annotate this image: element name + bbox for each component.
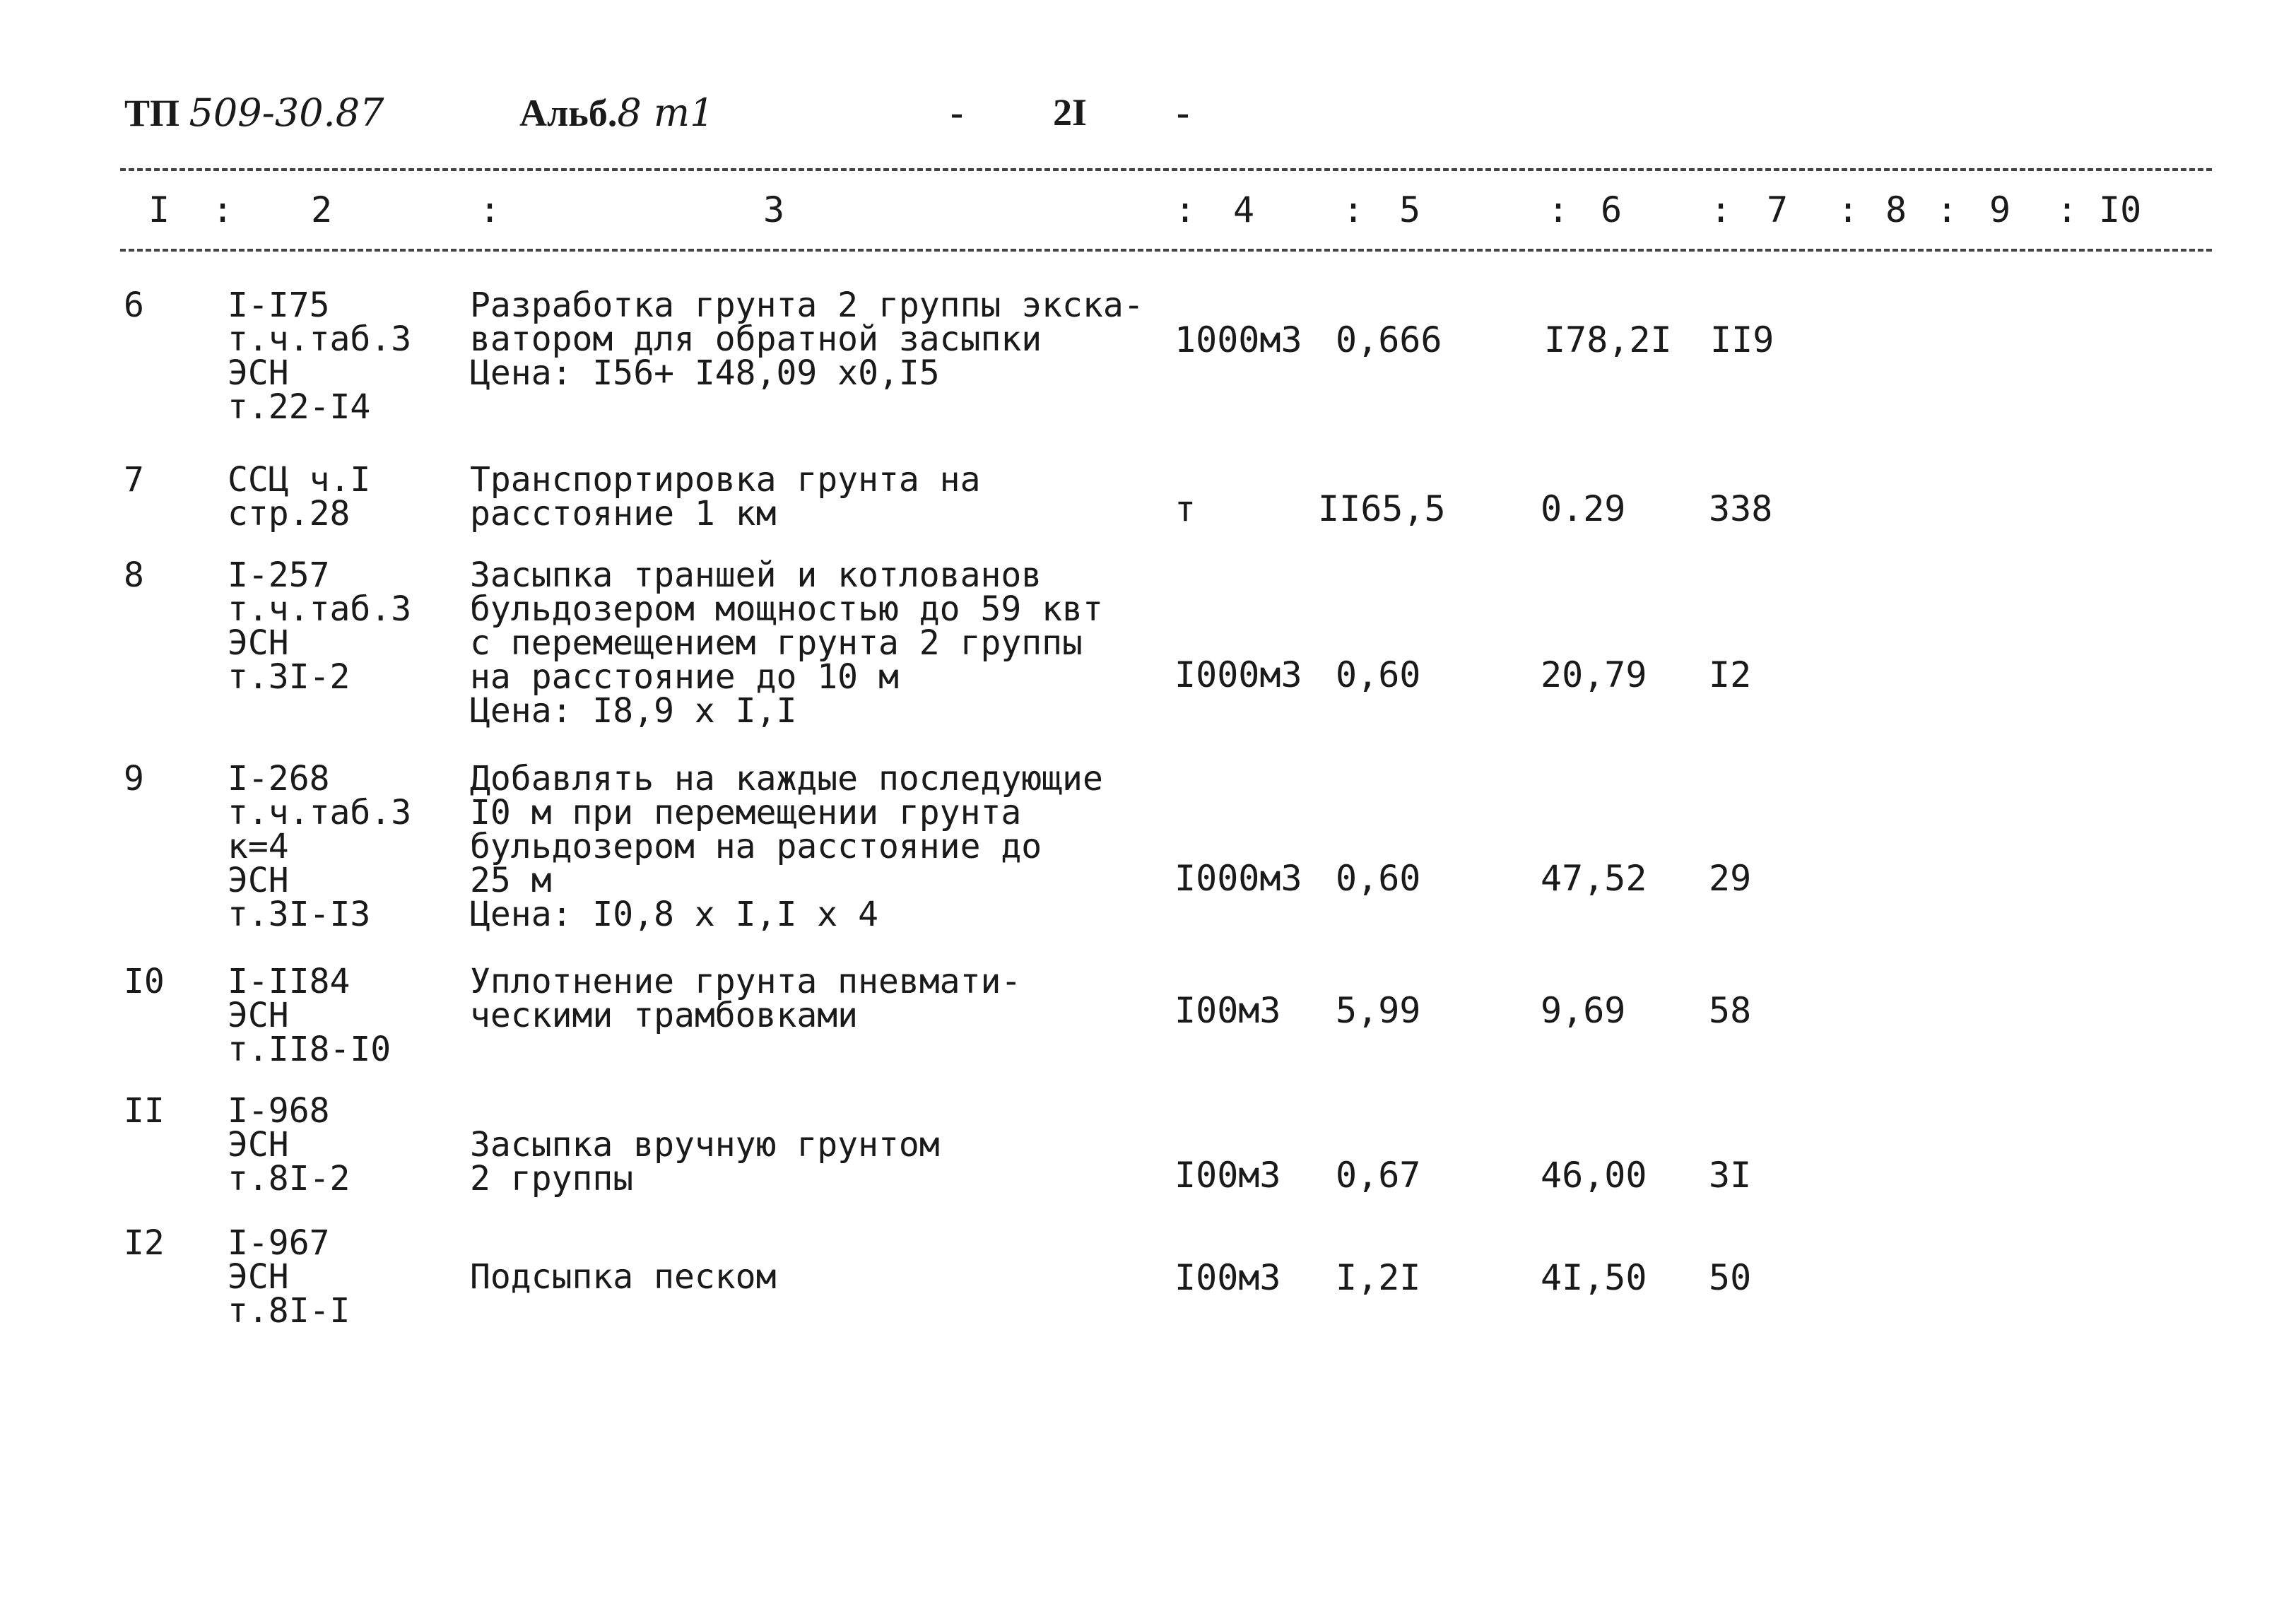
col-6-label: 6 [1601, 189, 1623, 230]
unit-price: 20,79 [1541, 654, 1647, 695]
row-number: I0 [124, 962, 165, 1001]
norm-reference: I-II84 ЭСН т.II8-I0 [228, 962, 392, 1069]
page-number: 2I [1053, 91, 1088, 134]
doc-code-prefix: ТП [124, 92, 180, 134]
col-separator: : [1175, 189, 1196, 230]
col-separator: : [1710, 189, 1732, 230]
norm-reference: I-968 ЭСН т.8I-2 [228, 1091, 351, 1198]
unit: I000м3 [1175, 858, 1302, 899]
quantity: 5,99 [1336, 990, 1421, 1031]
unit-price: 47,52 [1541, 858, 1647, 899]
total-cost: II9 [1710, 319, 1774, 360]
total-cost: 338 [1709, 488, 1773, 529]
total-cost: 58 [1709, 990, 1752, 1031]
norm-reference: I-I75 т.ч.таб.3 ЭСН т.22-I4 [228, 285, 412, 427]
unit-price: 4I,50 [1541, 1257, 1647, 1298]
header-rule-bottom [120, 249, 2212, 252]
col-1-label: I [148, 189, 170, 230]
col-5-label: 5 [1399, 189, 1421, 230]
total-cost: 3I [1709, 1155, 1752, 1196]
album-number: 8 т1 [617, 90, 714, 135]
col-separator: : [479, 189, 501, 230]
header-rule-top [120, 168, 2212, 171]
unit: I00м3 [1175, 1257, 1281, 1298]
col-10-label: I0 [2099, 189, 2142, 230]
unit: т [1175, 488, 1196, 529]
col-2-label: 2 [311, 189, 333, 230]
album-prefix: Альб. [519, 92, 618, 134]
page-dash-right: - [1177, 91, 1189, 134]
col-4-label: 4 [1233, 189, 1255, 230]
quantity: I,2I [1336, 1257, 1421, 1298]
unit-price: 46,00 [1541, 1155, 1647, 1196]
quantity: 0,666 [1336, 319, 1442, 360]
quantity: 0,60 [1336, 654, 1421, 695]
quantity: II65,5 [1318, 488, 1446, 529]
col-separator: : [2056, 189, 2078, 230]
col-8-label: 8 [1885, 189, 1907, 230]
work-description: Транспортировка грунта на расстояние 1 км [470, 460, 981, 534]
page-dash-left: - [950, 91, 963, 134]
unit-price: 9,69 [1541, 990, 1626, 1031]
unit: 1000м3 [1175, 319, 1302, 360]
row-number: I2 [124, 1223, 165, 1263]
quantity: 0,67 [1336, 1155, 1421, 1196]
unit-price: I78,2I [1544, 319, 1672, 360]
col-separator: : [1548, 189, 1570, 230]
col-separator: : [212, 189, 234, 230]
row-number: II [124, 1091, 165, 1131]
row-number: 6 [124, 285, 144, 325]
work-description: Уплотнение грунта пневмати- ческими трамбовками [470, 962, 1022, 1035]
col-separator: : [1343, 189, 1365, 230]
work-description: Подсыпка песком [470, 1257, 777, 1297]
norm-reference: I-268 т.ч.таб.3 к=4 ЭСН т.3I-I3 [228, 759, 412, 934]
col-9-label: 9 [1989, 189, 2011, 230]
work-description: Засыпка вручную грунтом 2 группы [470, 1125, 940, 1198]
unit-price: 0.29 [1541, 488, 1626, 529]
column-numbers-header [0, 189, 2296, 239]
total-cost: 29 [1709, 858, 1752, 899]
unit: I000м3 [1175, 654, 1302, 695]
row-number: 8 [124, 555, 144, 595]
total-cost: 50 [1709, 1257, 1752, 1298]
col-separator: : [1936, 189, 1958, 230]
row-number: 7 [124, 460, 144, 500]
work-description: Добавлять на каждые последующие I0 м при перемещении грунта бульдозером на расстояние до 25 м Цена: I0,8 х I,I х 4 [470, 759, 1103, 934]
quantity: 0,60 [1336, 858, 1421, 899]
norm-reference: ССЦ ч.I стр.28 [228, 460, 371, 534]
row-number: 9 [124, 759, 144, 799]
total-cost: I2 [1709, 654, 1752, 695]
album-label [519, 90, 714, 135]
norm-reference: I-967 ЭСН т.8I-I [228, 1223, 351, 1331]
work-description: Засыпка траншей и котлованов бульдозером мощностью до 59 квт с перемещением грунта 2 группы на расстояние до 10 м Цена: I8,9 х I,I [470, 555, 1103, 731]
doc-code-number: 509-30.87 [189, 90, 384, 135]
col-separator: : [1837, 189, 1859, 230]
col-7-label: 7 [1767, 189, 1789, 230]
unit: I00м3 [1175, 1155, 1281, 1196]
doc-code [124, 90, 384, 135]
unit: I00м3 [1175, 990, 1281, 1031]
norm-reference: I-257 т.ч.таб.3 ЭСН т.3I-2 [228, 555, 412, 697]
col-3-label: 3 [763, 189, 785, 230]
work-description: Разработка грунта 2 группы экска- ватором для обратной засыпки Цена: I56+ I48,09 х0,I5 [470, 285, 1144, 393]
